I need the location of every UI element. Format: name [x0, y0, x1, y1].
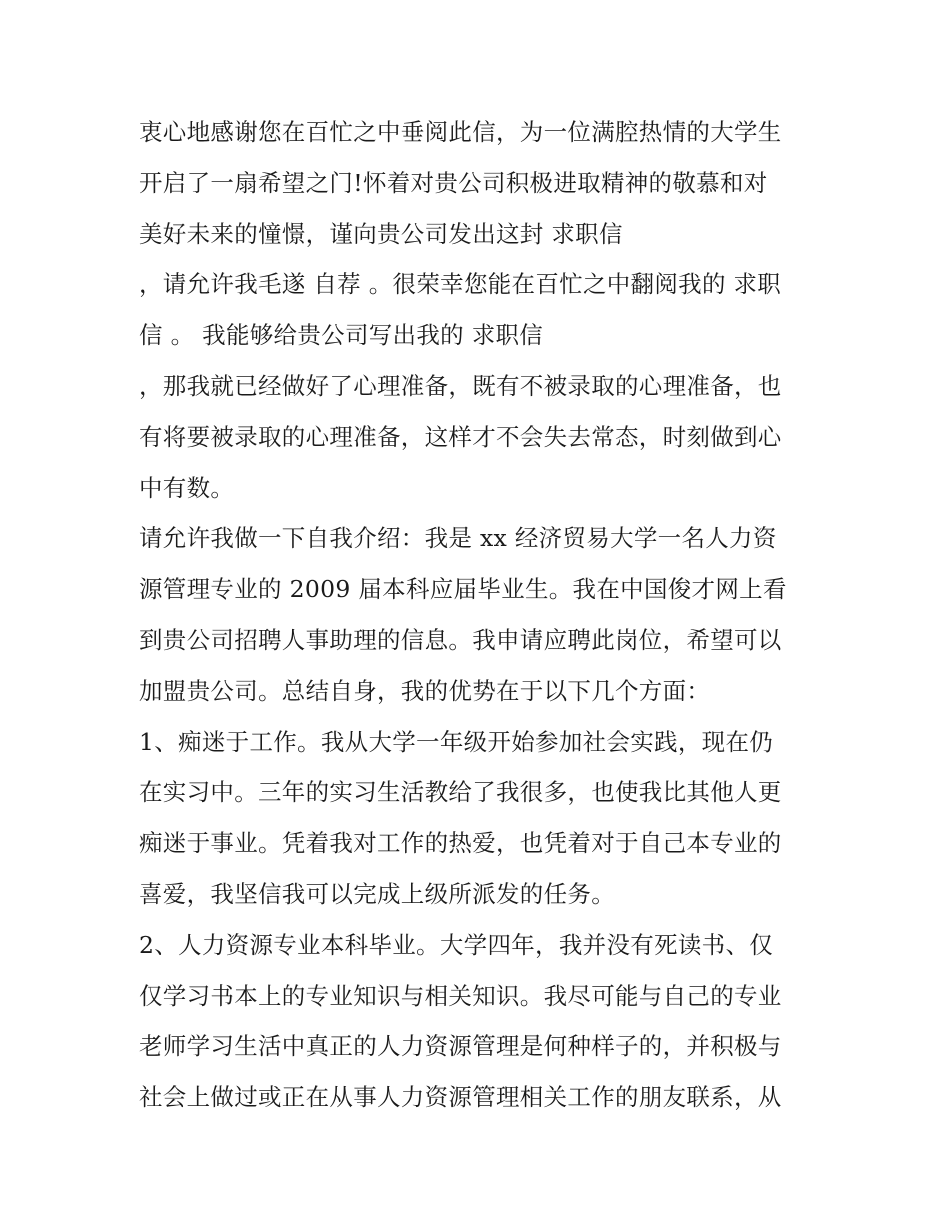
- text-line: 源管理专业的 2009 届本科应届毕业生。我在中国俊才网上看: [139, 575, 787, 604]
- text-line: 到贵公司招聘人事助理的信息。我申请应聘此岗位，希望可以: [139, 625, 782, 654]
- text-line: 有将要被录取的心理准备，这样才不会失去常态，时刻做到心: [139, 422, 782, 451]
- text-line: 社会上做过或正在从事人力资源管理相关工作的朋友联系，从: [139, 1083, 782, 1112]
- text-line: 1、痴迷于工作。我从大学一年级开始参加社会实践，现在仍: [139, 727, 774, 756]
- text-line: 老师学习生活中真正的人力资源管理是何种样子的，并积极与: [139, 1032, 782, 1061]
- text-line: 2、人力资源专业本科毕业。大学四年，我并没有死读书、仅: [139, 930, 774, 959]
- text-line: 开启了一扇希望之门!怀着对贵公司积极进取精神的敬慕和对: [139, 168, 768, 197]
- text-line: 喜爱，我坚信我可以完成上级所派发的任务。: [139, 879, 615, 908]
- text-line: 衷心地感谢您在百忙之中垂阅此信，为一位满腔热情的大学生: [139, 118, 782, 146]
- text-line: 信 。 我能够给贵公司写出我的 求职信: [139, 321, 544, 350]
- text-line: 痴迷于事业。凭着我对工作的热爱，也凭着对于自己本专业的: [139, 829, 782, 858]
- text-line: 中有数。: [139, 473, 235, 502]
- letter-body: [139, 107, 829, 1123]
- text-line: 美好未来的憧憬，谨向贵公司发出这封 求职信: [139, 219, 623, 248]
- text-line: 在实习中。三年的实习生活教给了我很多，也使我比其他人更: [139, 778, 782, 807]
- text-line: ，请允许我毛遂 自荐 。很荣幸您能在百忙之中翻阅我的 求职: [139, 270, 782, 299]
- text-line: 请允许我做一下自我介绍：我是 xx 经济贸易大学一名人力资: [139, 524, 777, 553]
- text-line: 加盟贵公司。总结自身，我的优势在于以下几个方面：: [139, 676, 711, 705]
- text-line: 仅学习书本上的专业知识与相关知识。我尽可能与自己的专业: [139, 981, 782, 1010]
- text-line: ，那我就已经做好了心理准备，既有不被录取的心理准备，也: [139, 371, 782, 400]
